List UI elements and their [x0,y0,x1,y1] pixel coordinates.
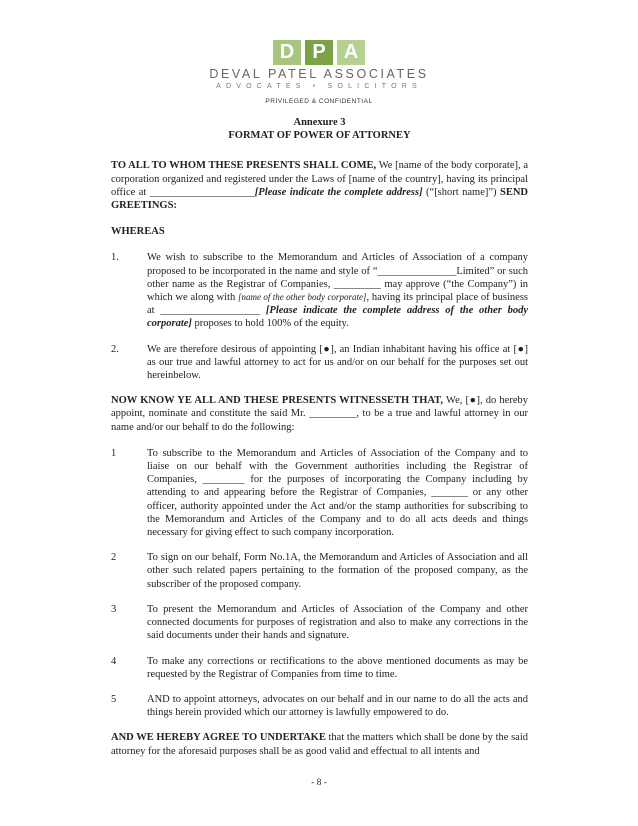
logo-letter-d: D [273,40,301,65]
power-item-2 [111,551,528,591]
whereas-item-text [147,251,528,330]
firm-tagline [0,83,638,90]
intro-address-placeholder: [Please indicate the complete address] [254,186,423,198]
power-item-number: 4 [111,655,117,667]
intro-text-1: We [name of the body corporate], a corporation organized and registered under the Laws of [name of the country], having its principal office at ____________________ [111,160,528,198]
whereas-heading: WHEREAS [111,226,165,238]
intro-paragraph [111,159,528,212]
power-item-number: 2 [111,552,117,564]
whereas-1-text-b: , having its principal place of business at ___________________ [147,292,528,317]
power-item-text: To subscribe to the Memorandum and Articles of Association of the Company and to liaise on our behalf with the Government authorities including the Registrar of Companies, ________ for the purposes of incorporating the Company including by attending to and appearing before the Registrar of Companies, _______ or any other officer, authority appointed under the Act and/or the stamp authorities for subscribing to the Memorandum and Articles of the Company and to do all acts deeds and things necessary for giving effect to such company incorporation. [147,447,528,539]
intro-bold-lead: TO ALL TO WHOM THESE PRESENTS SHALL COME, [111,160,377,172]
tagline-advocates: ADVOCATES [216,83,306,90]
whereas-item-1 [111,251,528,330]
document-body [111,116,528,771]
firm-logo [0,40,638,90]
power-item-number: 5 [111,693,117,705]
power-item-text: To present the Memorandum and Articles of Association of the Company and other connected documents for purposes of registration and also to make any corrections in the said documents under their hands and signature. [147,603,528,642]
agree-paragraph [111,731,528,757]
logo-letter-boxes [0,40,638,65]
power-item-number: 1 [111,447,117,459]
witnesseth-paragraph [111,394,528,434]
whereas-item-number: 1. [111,252,119,264]
page-number: - 8 - [311,778,327,788]
firm-name: DEVAL PATEL ASSOCIATES [209,67,429,81]
whereas-item-text: We are therefore desirous of appointing [●], an Indian inhabitant having his office at [●] as our true and lawful attorney to act for us and/or on our behalf for the purposes set out hereinbelow. [147,343,528,382]
whereas-1-address-placeholder: [Please indicate the complete address of the other body corporate] [147,305,528,330]
witnesseth-bold-lead: NOW KNOW YE ALL AND THESE PRESENTS WITNESSETH THAT, [111,395,444,407]
whereas-1-text-c: proposes to hold 100% of the equity. [191,318,349,330]
whereas-1-text-a: We wish to subscribe to the Memorandum and Articles of Association of a company proposed to be incorporated in the name and style of “_______________Limited” or such other name as the Registrar of Companies, _________ may approve (“the Company”) in which we along with [147,252,528,304]
power-item-text: To make any corrections or rectifications to the above mentioned documents as may be requested by the Registrar of Companies from time to time. [147,655,528,680]
whereas-item-2 [111,343,528,383]
logo-letter-p: P [305,40,333,65]
power-item-1 [111,447,528,539]
document-title: FORMAT OF POWER OF ATTORNEY [228,130,411,142]
logo-letter-a: A [337,40,365,65]
annexure-heading: Annexure 3 [293,117,346,128]
witnesseth-text: We, [●], do hereby appoint, nominate and constitute the said Mr. _________, to be a true and lawful attorney in our name and/or our behalf to do the following: [111,395,528,433]
tagline-solicitors: SOLICITORS [327,83,422,90]
power-item-5 [111,693,528,719]
power-item-text: AND to appoint attorneys, advocates on our behalf and in our name to do all the acts and things herein provided which our attorney is lawfully empowered to do. [147,693,528,719]
power-item-3 [111,603,528,643]
whereas-1-body-corporate-placeholder: [name of the other body corporate] [237,292,367,303]
power-item-4 [111,655,528,681]
power-item-text: To sign on our behalf, Form No.1A, the Memorandum and Articles of Association and all other such related papers pertaining to the formation of the proposed company, as the subscriber of the proposed company. [147,552,528,590]
whereas-item-number: 2. [111,343,119,355]
power-item-number: 3 [111,603,117,615]
agree-text: that the matters which shall be done by the said attorney for the aforesaid purposes shall be as good valid and effectual to all intents and [111,732,528,757]
intro-text-2: (“[short name]”) [422,186,500,198]
agree-bold-lead: AND WE HEREBY AGREE TO UNDERTAKE [111,732,326,744]
tagline-dot: • [312,83,321,90]
intro-send-greetings: SEND GREETINGS: [111,186,529,212]
privileged-notice: PRIVILEGED & CONFIDENTIAL [265,98,373,105]
